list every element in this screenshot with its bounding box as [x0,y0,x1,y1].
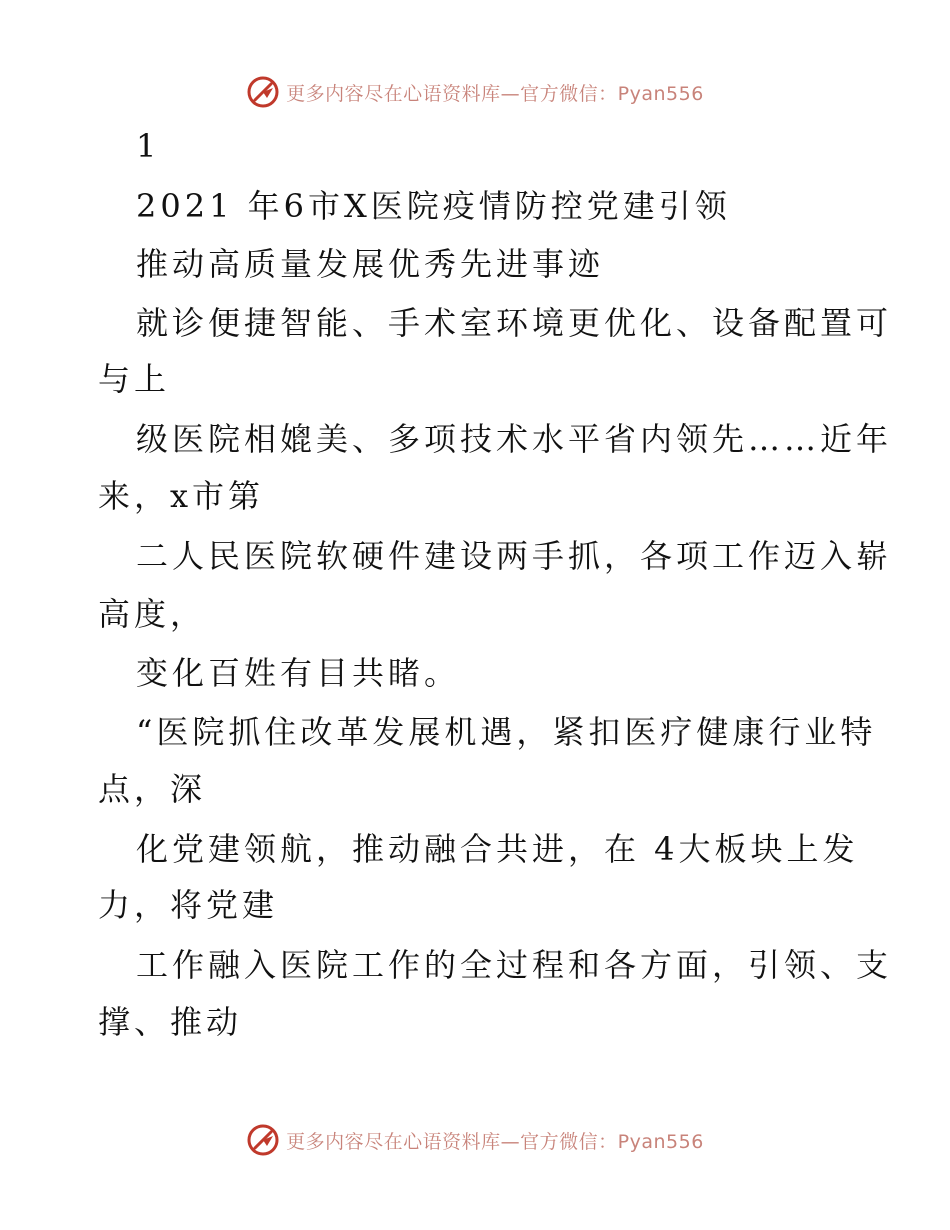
watermark-text: 更多内容尽在心语资料库—官方微信：Pyan556 [286,82,704,105]
header-watermark [0,72,950,112]
paragraph-line: 高度， [98,595,207,633]
document-title-line-2: 推动高质量发展优秀先进事迹 [136,245,605,283]
paragraph-line: 与上 [98,360,171,398]
paragraph-line: 力，将党建 [98,886,279,924]
footer-watermark [0,1120,950,1160]
document-title-line-1: 2021 年6市X医院疫情防控党建引领 [136,187,731,225]
paragraph-line: 化党建领航，推动融合共进，在 4大板块上发 [136,830,859,868]
paragraph-line: 来，x市第 [98,477,265,515]
paragraph-line: 级医院相媲美、多项技术水平省内领先……近年 [136,420,893,458]
paragraph-line: 变化百姓有目共睹。 [136,654,461,692]
paragraph-line: 撑、推动 [98,1003,243,1041]
page-number: 1 [136,127,161,165]
quill-logo-icon [246,1123,280,1157]
watermark-text: 更多内容尽在心语资料库—官方微信：Pyan556 [286,1130,704,1153]
paragraph-line: 工作融入医院工作的全过程和各方面，引领、支 [136,946,893,984]
quill-logo-icon [246,75,280,109]
paragraph-line: 二人民医院软硬件建设两手抓，各项工作迈入崭 [136,537,893,575]
paragraph-line: 就诊便捷智能、手术室环境更优化、设备配置可 [136,304,893,342]
paragraph-line: 点，深 [98,770,207,808]
paragraph-line: “医院抓住改革发展机遇，紧扣医疗健康行业特 [136,713,877,751]
